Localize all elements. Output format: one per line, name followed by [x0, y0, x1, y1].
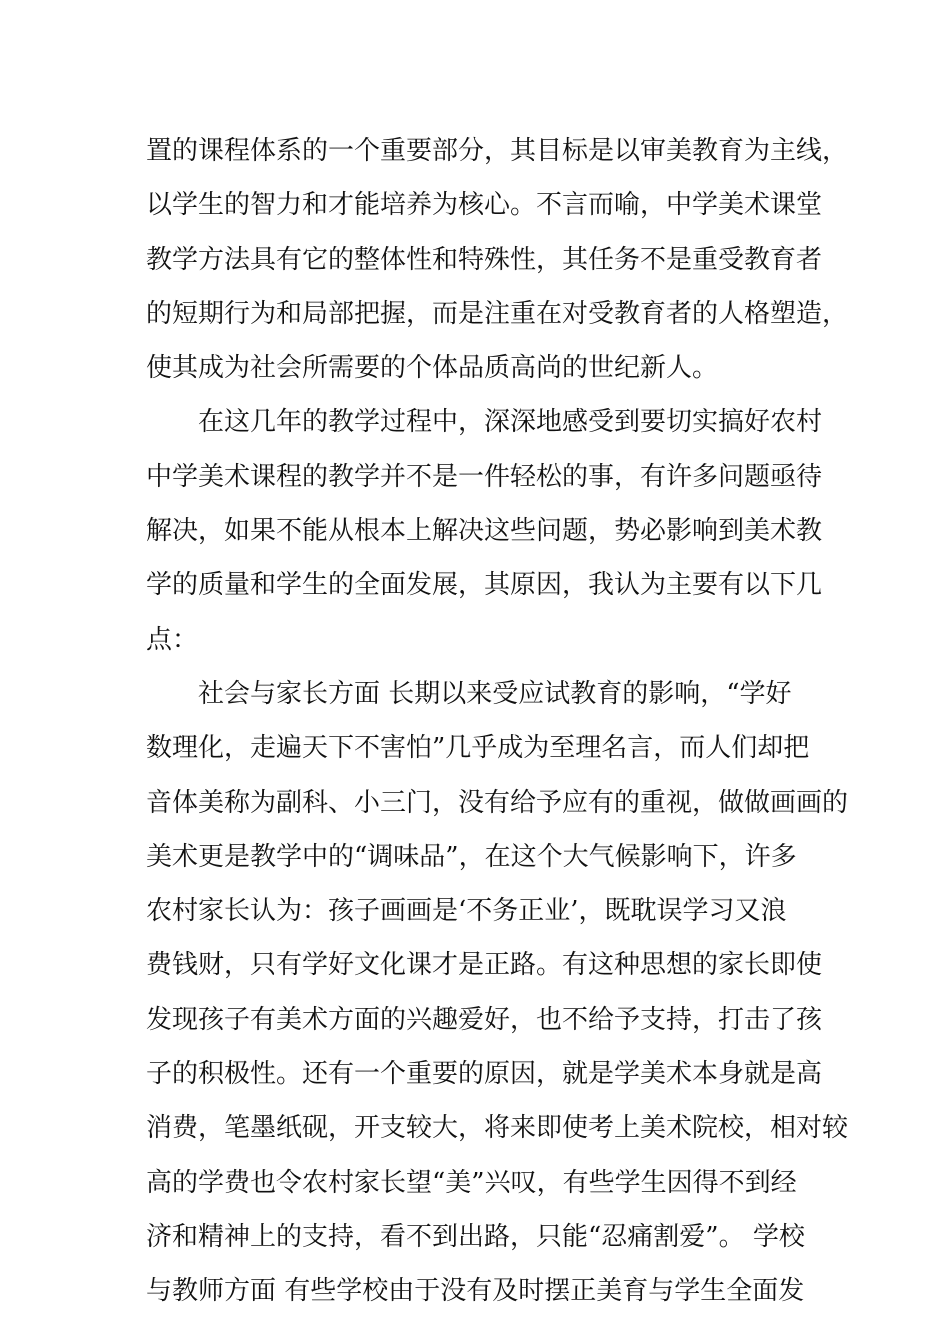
- text-line: 解决，如果不能从根本上解决这些问题，势必影响到美术教: [146, 516, 823, 547]
- text-line: 费钱财，只有学好文化课才是正路。有这种思想的家长即使: [146, 950, 823, 981]
- text-line: 消费，笔墨纸砚，开支较大，将来即使考上美术院校，相对较: [146, 1113, 849, 1144]
- paragraph-start-line: 社会与家长方面 长期以来受应试教育的影响，“学好: [198, 678, 792, 709]
- text-line: 学的质量和学生的全面发展，其原因，我认为主要有以下几: [146, 570, 823, 601]
- text-line: 以学生的智力和才能培养为核心。不言而喻，中学美术课堂: [146, 190, 823, 221]
- text-line: 子的积极性。还有一个重要的原因，就是学美术本身就是高: [146, 1059, 823, 1090]
- text-line: 教学方法具有它的整体性和特殊性，其任务不是重受教育者: [146, 244, 823, 275]
- text-line: 置的课程体系的一个重要部分，其目标是以审美教育为主线，: [146, 136, 849, 166]
- text-line: 的短期行为和局部把握，而是注重在对受教育者的人格塑造，: [146, 298, 849, 329]
- body-text: [146, 124, 849, 1319]
- text-line: 数理化，走遍天下不害怕”几乎成为至理名言，而人们却把: [146, 733, 810, 764]
- text-line: 济和精神上的支持，看不到出路，只能“忍痛割爱”。 学校: [146, 1221, 805, 1252]
- text-line: 发现孩子有美术方面的兴趣爱好，也不给予支持，打击了孩: [146, 1004, 823, 1035]
- text-line: 与教师方面 有些学校由于没有及时摆正美育与学生全面发: [146, 1276, 805, 1307]
- text-line: 农村家长认为：孩子画画是‘不务正业’，既耽误学习又浪: [146, 896, 787, 927]
- paragraph-start-line: 在这几年的教学过程中，深深地感受到要切实搞好农村: [198, 407, 823, 438]
- text-line: 点：: [146, 624, 199, 655]
- text-line: 美术更是教学中的“调味品”，在这个大气候影响下，许多: [146, 841, 797, 872]
- text-line: 音体美称为副科、小三门，没有给予应有的重视，做做画画的: [146, 787, 849, 818]
- text-line: 高的学费也令农村家长望“美”兴叹，有些学生因得不到经: [146, 1167, 797, 1198]
- text-line: 中学美术课程的教学并不是一件轻松的事，有许多问题亟待: [146, 461, 823, 492]
- text-line: 使其成为社会所需要的个体品质高尚的世纪新人。: [146, 353, 719, 384]
